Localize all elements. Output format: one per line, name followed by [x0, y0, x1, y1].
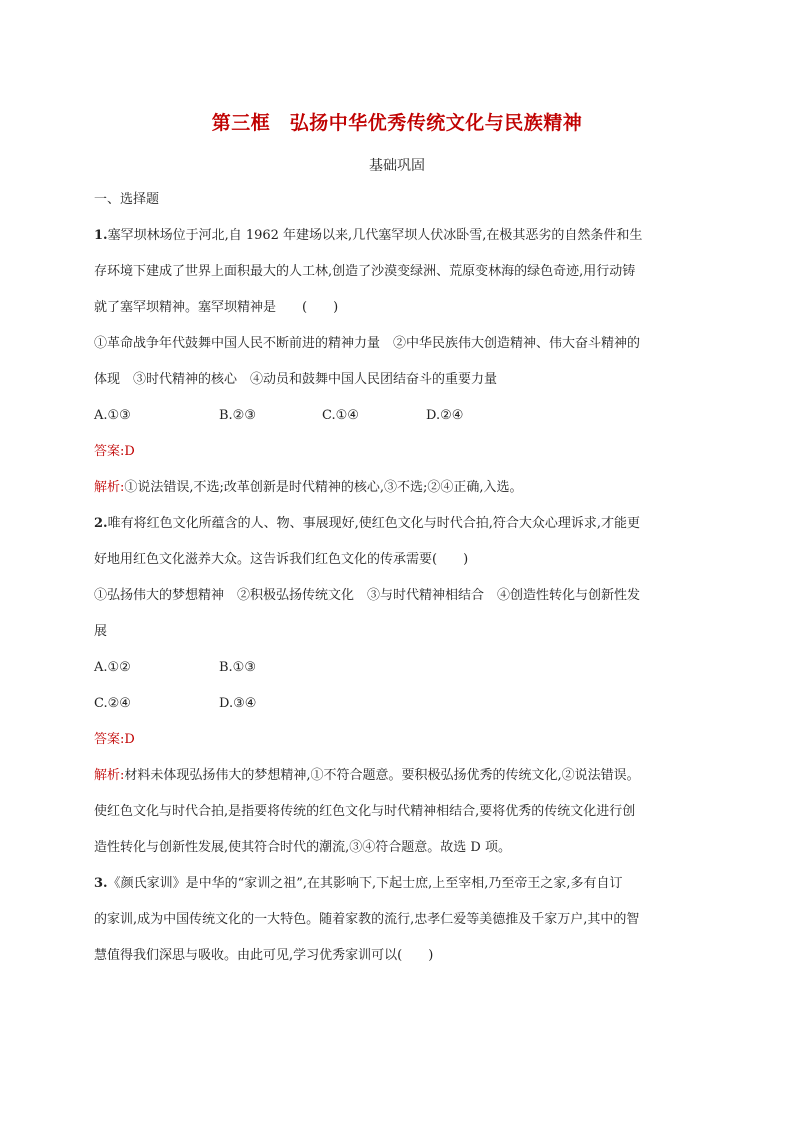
analysis-text: ①说法错误,不选;改革创新是时代精神的核心,③不选;②④正确,入选。: [124, 480, 523, 495]
question-text: 唯有将红色文化所蕴含的人、物、事展现好,使红色文化与时代合拍,符合大众心理诉求,才能更: [107, 516, 640, 531]
question-2-line-1: [94, 506, 700, 542]
option-d: D.②④: [426, 408, 464, 423]
option-a: A.①②: [94, 660, 131, 675]
analysis-text: 材料未体现弘扬伟大的梦想精神,①不符合题意。要积极弘扬优秀的传统文化,②说法错误。: [124, 768, 640, 783]
question-number: 1.: [94, 228, 108, 243]
option-c: C.①④: [322, 408, 359, 423]
question-3-line-2: 的家训,成为中国传统文化的一大特色。随着家教的流行,忠孝仁爱等美德推及千家万户,其中的智: [94, 912, 640, 927]
question-2-answer: 答案:D: [94, 732, 135, 747]
page-subtitle: 基础巩固: [369, 158, 425, 174]
question-text: 《颜氏家训》是中华的“家训之祖”,在其影响下,下起士庶,上至宰相,乃至帝王之家,多有自订: [107, 876, 623, 891]
analysis-label: 解析:: [94, 768, 125, 783]
document-content: [94, 182, 700, 974]
question-2-options-row-1: [94, 650, 700, 686]
question-1-items-line-1: ①革命战争年代鼓舞中国人民不断前进的精神力量 ②中华民族伟大创造精神、伟大奋斗精神的: [94, 336, 641, 351]
option-c: C.②④: [94, 696, 131, 711]
question-number: 3.: [94, 876, 108, 891]
question-3-line-1: [94, 866, 700, 902]
question-3-line-3: 慧值得我们深思与吸收。由此可见,学习优秀家训可以( ): [94, 948, 434, 963]
question-3: [94, 866, 700, 974]
question-1-options: [94, 398, 700, 434]
question-2-analysis-line-2: 使红色文化与时代合拍,是指要将传统的红色文化与时代精神相结合,要将优秀的传统文化进行创: [94, 804, 636, 819]
question-1-answer: 答案:D: [94, 444, 135, 459]
question-1-line-1: [94, 218, 700, 254]
question-1-items-line-2: 体现 ③时代精神的核心 ④动员和鼓舞中国人民团结奋斗的重要力量: [94, 372, 498, 387]
question-2: [94, 506, 700, 866]
option-a: A.①③: [94, 408, 131, 423]
option-b: B.①③: [219, 660, 256, 675]
question-1-line-2: 存环境下建成了世界上面积最大的人工林,创造了沙漠变绿洲、荒原变林海的绿色奇迹,用行动铸: [94, 264, 636, 279]
question-number: 2.: [94, 516, 108, 531]
analysis-label: 解析:: [94, 480, 125, 495]
question-2-analysis-line-1: [94, 758, 700, 794]
section-heading: 一、选择题: [94, 192, 160, 207]
question-2-items-line-2: 展: [94, 624, 108, 639]
question-text: 塞罕坝林场位于河北,自 1962 年建场以来,几代塞罕坝人伏冰卧雪,在极其恶劣的自然条件和生: [107, 228, 643, 243]
page-title: 第三框 弘扬中华优秀传统文化与民族精神: [211, 112, 583, 134]
question-2-options-row-2: [94, 686, 700, 722]
option-d: D.③④: [219, 696, 257, 711]
question-2-line-2: 好地用红色文化滋养大众。这告诉我们红色文化的传承需要( ): [94, 552, 469, 567]
question-1: [94, 218, 700, 506]
question-1-analysis: [94, 470, 700, 506]
question-1-line-3: 就了塞罕坝精神。塞罕坝精神是 ( ): [94, 300, 339, 315]
option-b: B.②③: [219, 408, 256, 423]
question-2-analysis-line-3: 造性转化与创新性发展,使其符合时代的潮流,③④符合题意。故选 D 项。: [94, 840, 511, 855]
question-2-items-line-1: ①弘扬伟大的梦想精神 ②积极弘扬传统文化 ③与时代精神相结合 ④创造性转化与创新性发: [94, 588, 641, 603]
